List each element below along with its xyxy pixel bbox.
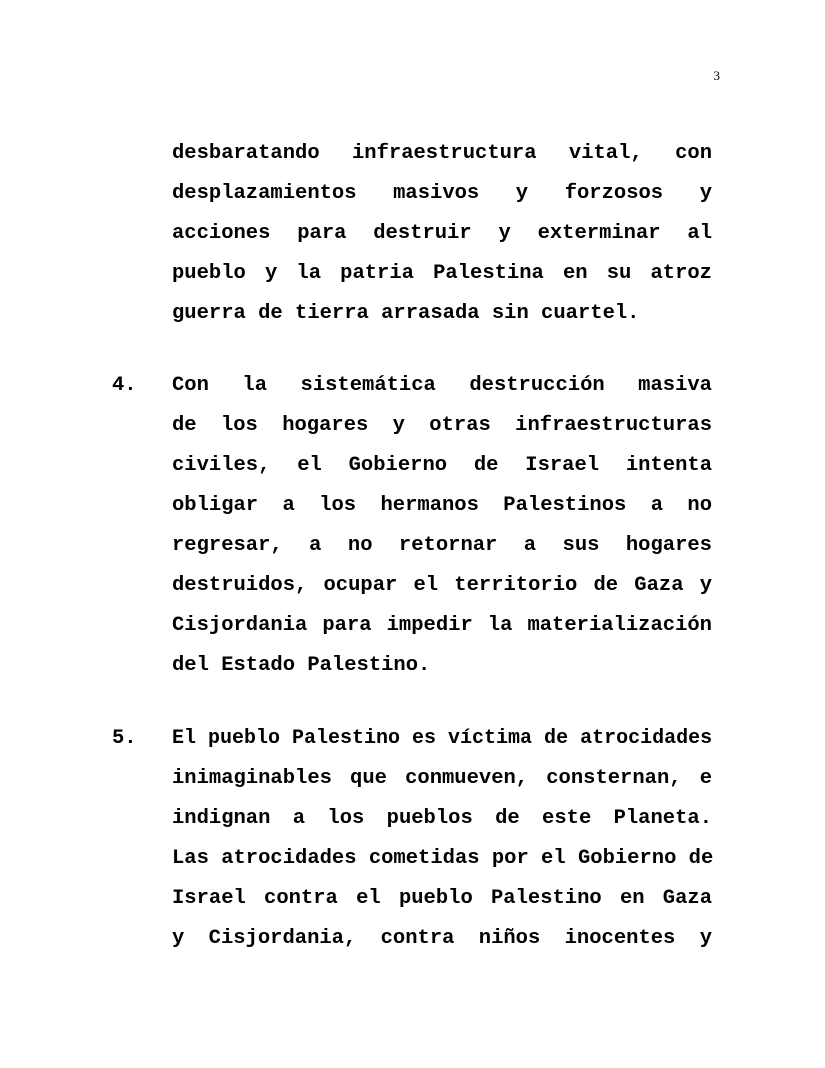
paragraph-line: Israel contra el pueblo Palestino en Gaza [172, 887, 712, 910]
item-number: 5. [112, 727, 137, 750]
paragraph-line: Cisjordania para impedir la materialización [172, 614, 712, 637]
paragraph-line: Con la sistemática destrucción masiva [172, 374, 712, 397]
item-number: 4. [112, 374, 137, 397]
page-number: 3 [713, 68, 720, 83]
paragraph-line: del Estado Palestino. [172, 654, 431, 677]
paragraph-line: obligar a los hermanos Palestinos a no [172, 494, 712, 517]
paragraph-line: acciones para destruir y exterminar al [172, 222, 712, 245]
paragraph-line: Las atrocidades cometidas por el Gobierno de [172, 847, 714, 870]
paragraph-line: de los hogares y otras infraestructuras [172, 414, 712, 437]
paragraph-line: El pueblo Palestino es víctima de atrocidades [172, 727, 713, 750]
paragraph-line: inimaginables que conmueven, consternan, e [172, 767, 712, 790]
paragraph-line: regresar, a no retornar a sus hogares [172, 534, 712, 557]
paragraph-line: guerra de tierra arrasada sin cuartel. [172, 302, 640, 325]
paragraph-line: y Cisjordania, contra niños inocentes y [172, 927, 712, 950]
paragraph-line: indignan a los pueblos de este Planeta. [172, 807, 712, 830]
paragraph-line: pueblo y la patria Palestina en su atroz [172, 262, 712, 285]
paragraph-line: desbaratando infraestructura vital, con [172, 142, 712, 165]
paragraph-line: civiles, el Gobierno de Israel intenta [172, 454, 712, 477]
paragraph-line: destruidos, ocupar el territorio de Gaza y [172, 574, 712, 597]
paragraph-line: desplazamientos masivos y forzosos y [172, 182, 712, 205]
